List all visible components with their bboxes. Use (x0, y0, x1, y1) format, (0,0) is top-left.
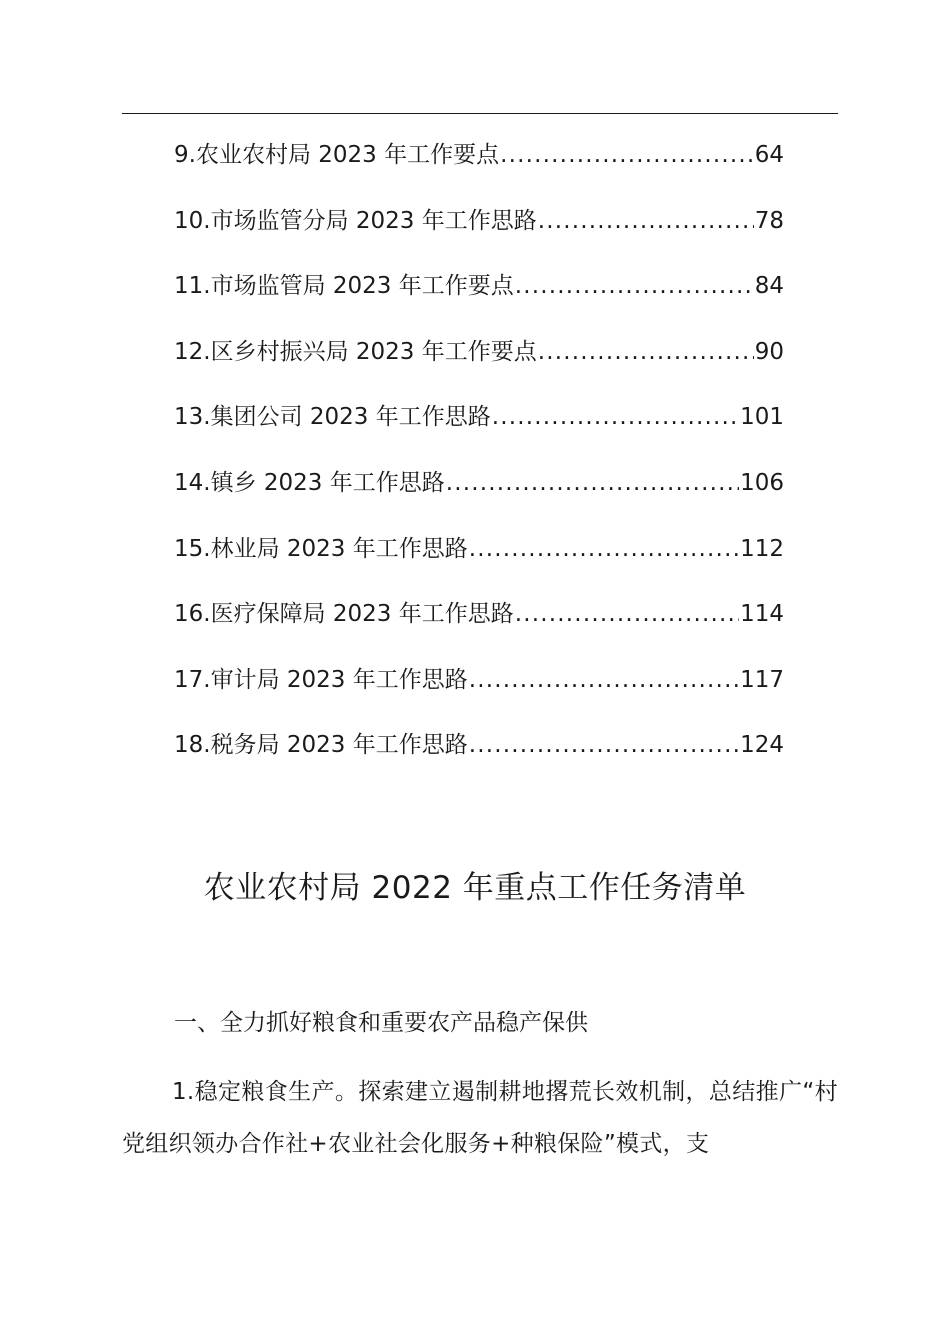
toc-entry[interactable] (174, 333, 784, 399)
toc-entry-title: 10.市场监管分局 2023 年工作思路 (174, 207, 537, 234)
toc-entry-page: 101 (740, 404, 784, 431)
toc-entry-page: 112 (740, 535, 784, 562)
toc-entry[interactable] (174, 661, 784, 727)
toc-entry-page: 84 (754, 273, 784, 300)
toc-entry-title: 14.镇乡 2023 年工作思路 (174, 469, 445, 496)
document-title: 农业农村局 2022 年重点工作任务清单 (203, 870, 747, 906)
toc-entry[interactable] (174, 398, 784, 464)
body-paragraph: 1.稳定粮食生产。探索建立遏制耕地撂荒长效机制，总结推广“村党组织领办合作社+农业社会化服务+种粮保险”模式，支 (122, 1079, 838, 1157)
toc-dot-leader (500, 142, 754, 168)
table-of-contents (174, 136, 784, 792)
toc-entry-title: 9.农业农村局 2023 年工作要点 (174, 142, 500, 168)
toc-entry[interactable] (174, 595, 784, 661)
toc-entry[interactable] (174, 267, 784, 333)
toc-entry-page: 124 (740, 732, 784, 759)
toc-entry-title: 17.审计局 2023 年工作思路 (174, 666, 468, 693)
toc-entry[interactable] (174, 530, 784, 596)
toc-entry-title: 13.集团公司 2023 年工作思路 (174, 404, 491, 431)
toc-entry-title: 15.林业局 2023 年工作思路 (174, 535, 468, 562)
top-divider (122, 113, 838, 114)
toc-entry-title: 16.医疗保障局 2023 年工作思路 (174, 601, 514, 628)
section-heading: 一、全力抓好粮食和重要农产品稳产保供 (174, 1010, 588, 1036)
toc-entry[interactable] (174, 726, 784, 792)
toc-dot-leader (469, 667, 739, 693)
toc-entry-title: 11.市场监管局 2023 年工作要点 (174, 273, 514, 300)
toc-entry-page: 117 (740, 666, 784, 693)
toc-dot-leader (492, 404, 739, 430)
toc-entry[interactable] (174, 464, 784, 530)
toc-entry-page: 114 (740, 601, 784, 628)
toc-entry[interactable] (174, 136, 784, 202)
toc-entry-page: 90 (754, 338, 784, 365)
toc-entry-title: 12.区乡村振兴局 2023 年工作要点 (174, 338, 537, 365)
toc-entry[interactable] (174, 202, 784, 268)
toc-dot-leader (515, 273, 754, 299)
toc-entry-title: 18.税务局 2023 年工作思路 (174, 732, 468, 759)
toc-entry-page: 106 (740, 469, 784, 496)
toc-dot-leader (469, 732, 739, 758)
toc-entry-page: 78 (754, 207, 784, 234)
toc-entry-page: 64 (754, 142, 784, 168)
toc-dot-leader (538, 339, 754, 365)
toc-dot-leader (515, 601, 739, 627)
toc-dot-leader (469, 536, 739, 562)
toc-dot-leader (446, 470, 739, 496)
toc-dot-leader (538, 208, 754, 234)
